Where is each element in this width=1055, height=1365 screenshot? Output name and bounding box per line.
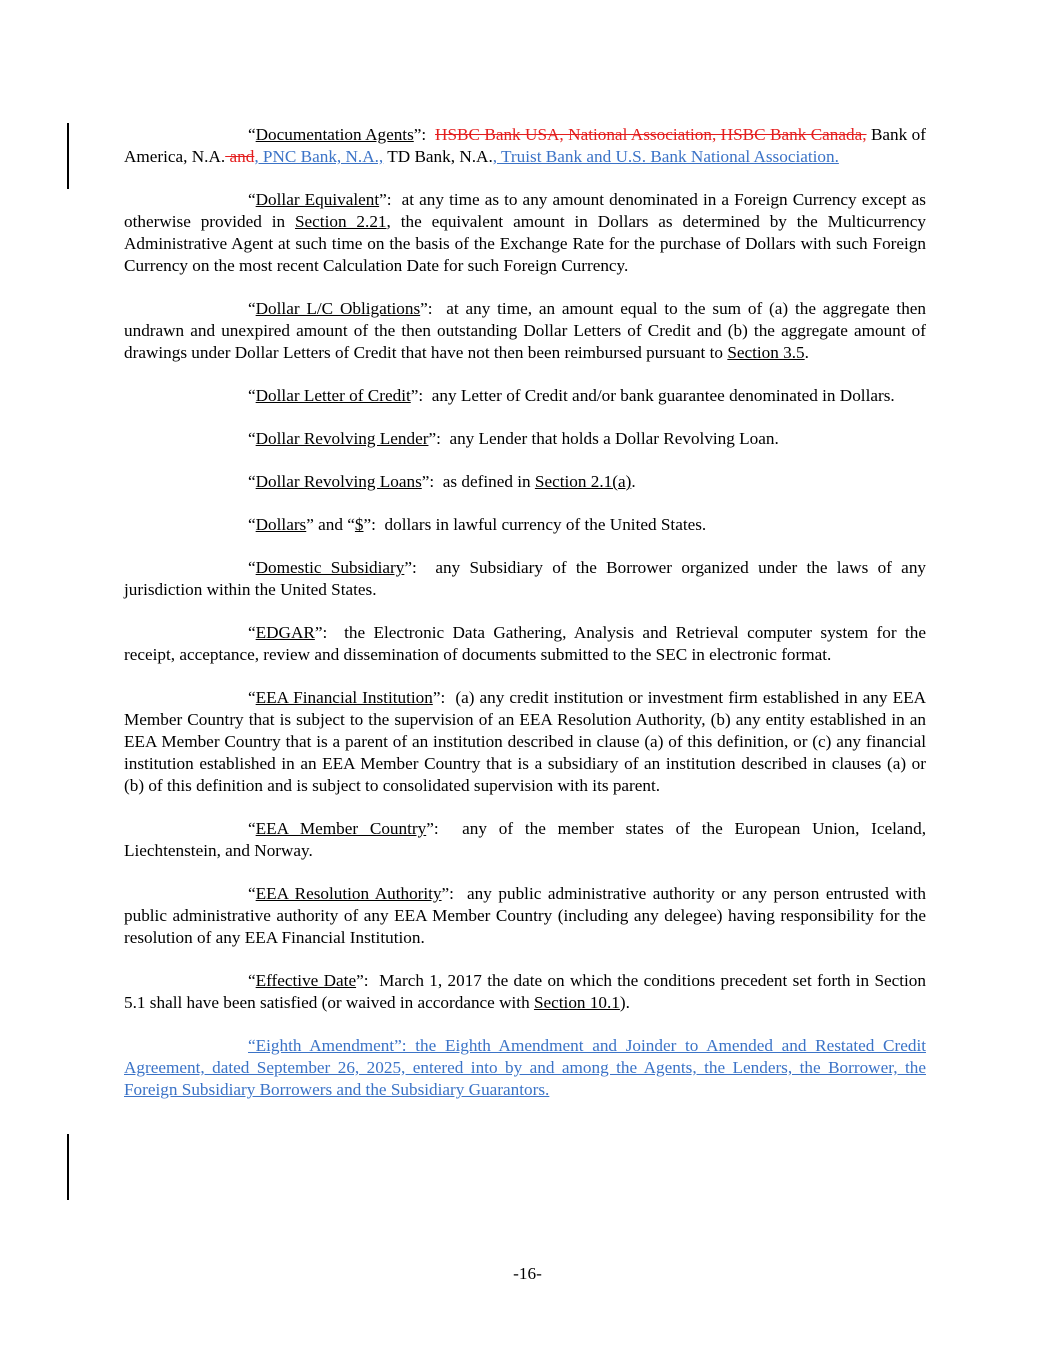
term: Dollar Equivalent <box>255 190 380 209</box>
section-ref: Section 10.1 <box>533 993 620 1012</box>
inserted-text: “Eighth Amendment”: the Eighth Amendment and Joinder to Amended and Restated Credit Agreement, dated September 26, 2025, entered into by and among the Agents, the Lenders, the Borrower, the Foreign Subsidiary Borrowers and the Subsidiary Guarantors. <box>124 1036 926 1099</box>
document-page <box>124 124 926 1122</box>
def-eea-member-country: “EEA Member Country”: any of the member states of the European Union, Iceland, Liechtenstein, and Norway. <box>124 819 927 860</box>
term: EEA Member Country <box>255 819 427 838</box>
inserted-text: , Truist Bank and U.S. Bank National Association. <box>492 147 839 166</box>
term: Dollar Letter of Credit <box>255 386 411 405</box>
deleted-text: and <box>225 147 255 166</box>
term: Dollar L/C Obligations <box>255 299 421 318</box>
def-dollar-letter-of-credit: “Dollar Letter of Credit”: any Letter of Credit and/or bank guarantee denominated in Dollars. <box>248 386 895 405</box>
inserted-text: , PNC Bank, N.A., <box>254 147 384 166</box>
term: Domestic Subsidiary <box>255 558 405 577</box>
def-dollars: “Dollars” and “$”: dollars in lawful currency of the United States. <box>248 515 707 534</box>
term: Effective Date <box>255 971 357 990</box>
def-eea-financial-institution: “EEA Financial Institution”: (a) any credit institution or investment firm established in any EEA Member Country that is subject to the supervision of an EEA Resolution Authority, (b) any entity established in an EEA Member Country that is a parent of an institution described in clause (a) of this definition, or (c) any financial institution established in an EEA Member Country that is a subsidiary of an institution described in clauses (a) or (b) of this definition and is subject to consolidated supervision with its parent. <box>124 688 926 795</box>
term: Dollars <box>255 515 307 534</box>
term: EEA Resolution Authority <box>255 884 442 903</box>
term: Dollar Revolving Loans <box>255 472 422 491</box>
page-number: -16- <box>513 1264 542 1283</box>
term: Dollar Revolving Lender <box>255 429 429 448</box>
section-ref: Section 3.5 <box>727 343 805 362</box>
def-eea-resolution-authority: “EEA Resolution Authority”: any public administrative authority or any person entrusted with public administrative authority of any EEA Member Country (including any delegee) having responsibility for the resolution of any EEA Financial Institution. <box>124 884 926 947</box>
def-dollar-revolving-loans: “Dollar Revolving Loans”: as defined in Section 2.1(a). <box>248 472 636 491</box>
def-dollar-revolving-lender: “Dollar Revolving Lender”: any Lender that holds a Dollar Revolving Loan. <box>248 429 779 448</box>
term: EDGAR <box>255 623 315 642</box>
deleted-text: HSBC Bank USA, National Association, HSBC Bank Canada, <box>435 125 867 144</box>
def-effective-date: “Effective Date”: March 1, 2017 the date on which the conditions precedent set forth in Section 5.1 shall have been satisfied (or waived in accordance with Section 10.1). <box>124 971 926 1012</box>
section-ref: Section 2.21 <box>294 212 387 231</box>
term: EEA Financial Institution <box>255 688 433 707</box>
def-edgar: “EDGAR”: the Electronic Data Gathering, Analysis and Retrieval computer system for the receipt, acceptance, review and dissemination of documents submitted to the SEC in electronic format. <box>124 623 926 664</box>
change-bar-1 <box>67 123 69 189</box>
section-ref: Section 2.1(a) <box>534 472 632 491</box>
term: $ <box>354 515 364 534</box>
def-domestic-subsidiary: “Domestic Subsidiary”: any Subsidiary of the Borrower organized under the laws of any jurisdiction within the United States. <box>124 558 927 599</box>
def-eighth-amendment <box>124 1035 926 1101</box>
change-bar-2 <box>67 1134 69 1200</box>
term: Documentation Agents <box>255 125 414 144</box>
def-documentation-agents: “Documentation Agents”: HSBC Bank USA, National Association, HSBC Bank Canada, Bank of America, N.A. and, PNC Bank, N.A., TD Bank, N.A., Truist Bank and U.S. Bank National Association. <box>124 125 926 166</box>
def-dollar-equivalent: “Dollar Equivalent”: at any time as to any amount denominated in a Foreign Currency except as otherwise provided in Section 2.21, the equivalent amount in Dollars as determined by the Multicurrency Administrative Agent at such time on the basis of the Exchange Rate for the purchase of Dollars with such Foreign Currency on the most recent Calculation Date for such Foreign Currency. <box>124 190 926 275</box>
def-dollar-lc-obligations: “Dollar L/C Obligations”: at any time, an amount equal to the sum of (a) the aggregate then undrawn and unexpired amount of the then outstanding Dollar Letters of Credit and (b) the aggregate amount of drawings under Dollar Letters of Credit that have not then been reimbursed pursuant to Section 3.5. <box>124 299 927 362</box>
